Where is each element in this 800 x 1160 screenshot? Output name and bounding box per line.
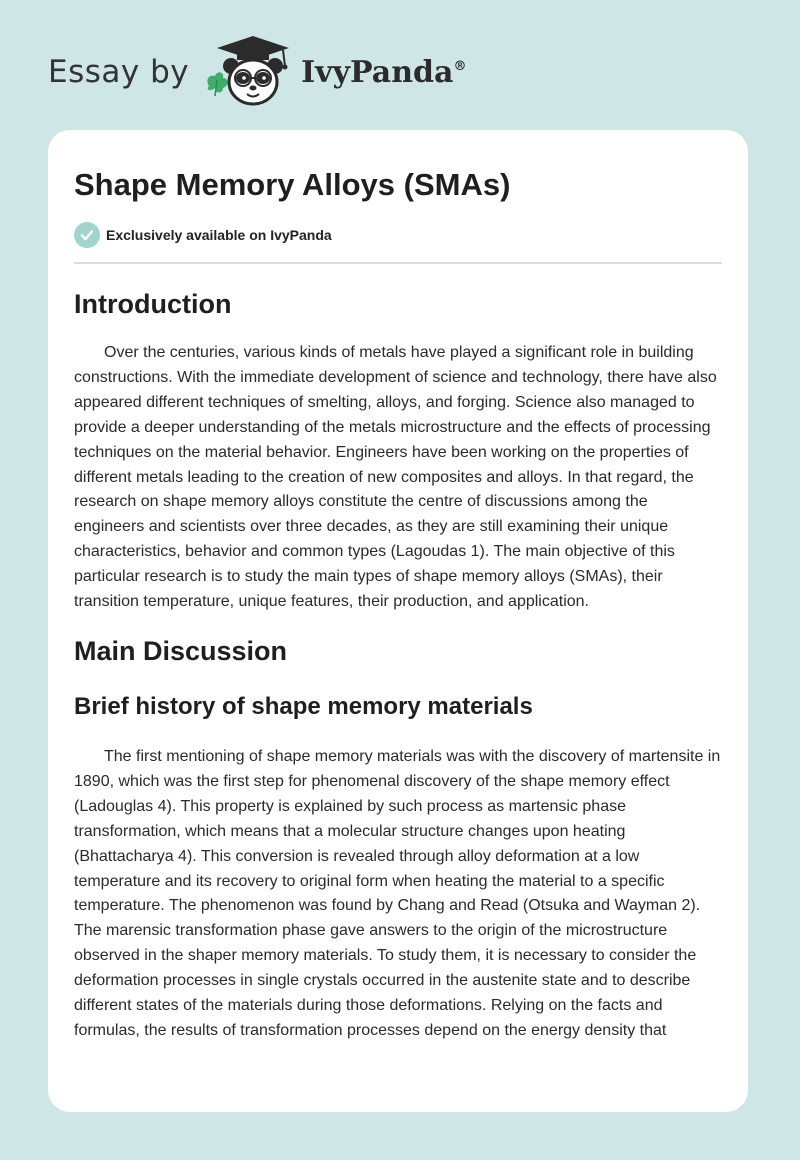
essay-title: Shape Memory Alloys (SMAs) <box>74 167 511 202</box>
panda-mascot-icon <box>203 34 299 110</box>
essay-card <box>48 130 748 1112</box>
exclusive-badge-text: Exclusively available on IvyPanda <box>106 227 332 243</box>
history-paragraph: The first mentioning of shape memory materials was with the discovery of martensite in 1890, which was the first step for phenomenal discovery of the shape memory effect (Ladouglas 4). This property is explained by such process as martensic phase transformation, which means that a molecular structure changes upon heating (Bhattacharya 4). This conversion is revealed through alloy deformation at a low temperature and its recovery to original form when heating the material to a specific temperature. The phenomenon was found by Chang and Read (Otsuka and Wayman 2). The marensic transformation phase gave answers to the origin of the microstructure observed in the shaper memory materials. To study them, it is necessary to consider the deformation processes in single crystals occurred in the austenite state and to describe different states of the materials during those deformations. Relying on the facts and formulas, the results of transformation processes depend on the energy density that <box>74 747 721 1039</box>
ivypanda-logo[interactable] <box>203 34 466 110</box>
check-icon <box>74 222 100 248</box>
site-header <box>48 34 466 110</box>
introduction-paragraph: Over the centuries, various kinds of metals have played a significant role in building constructions. With the immediate development of science and technology, there have also appeared different techniques of smelting, alloys, and forging. Science also managed to provide a deeper understanding of the metals microstructure and the effects of processing techniques on the material behavior. Engineers have been working on the properties of different metals leading to the creation of new composites and alloys. In that regard, the research on shape memory alloys constitute the centre of discussions among the engineers and scientists over three decades, as they are still examining their unique characteristics, behavior and common types (Lagoudas 1). The main objective of this particular research is to study the main types of shape memory alloys (SMAs), their transition temperature, unique features, their production, and application. <box>74 344 717 611</box>
title-divider <box>74 262 722 264</box>
section-heading-introduction: Introduction <box>74 289 232 319</box>
section-heading-main-discussion: Main Discussion <box>74 635 288 666</box>
essay-by-label: Essay by <box>48 54 190 90</box>
brand-text: IvyPanda <box>301 54 454 90</box>
exclusive-badge <box>74 222 722 248</box>
subheading-brief-history: Brief history of shape memory materials <box>74 692 533 720</box>
trademark-symbol: ® <box>453 58 467 74</box>
brand-name <box>301 55 466 90</box>
